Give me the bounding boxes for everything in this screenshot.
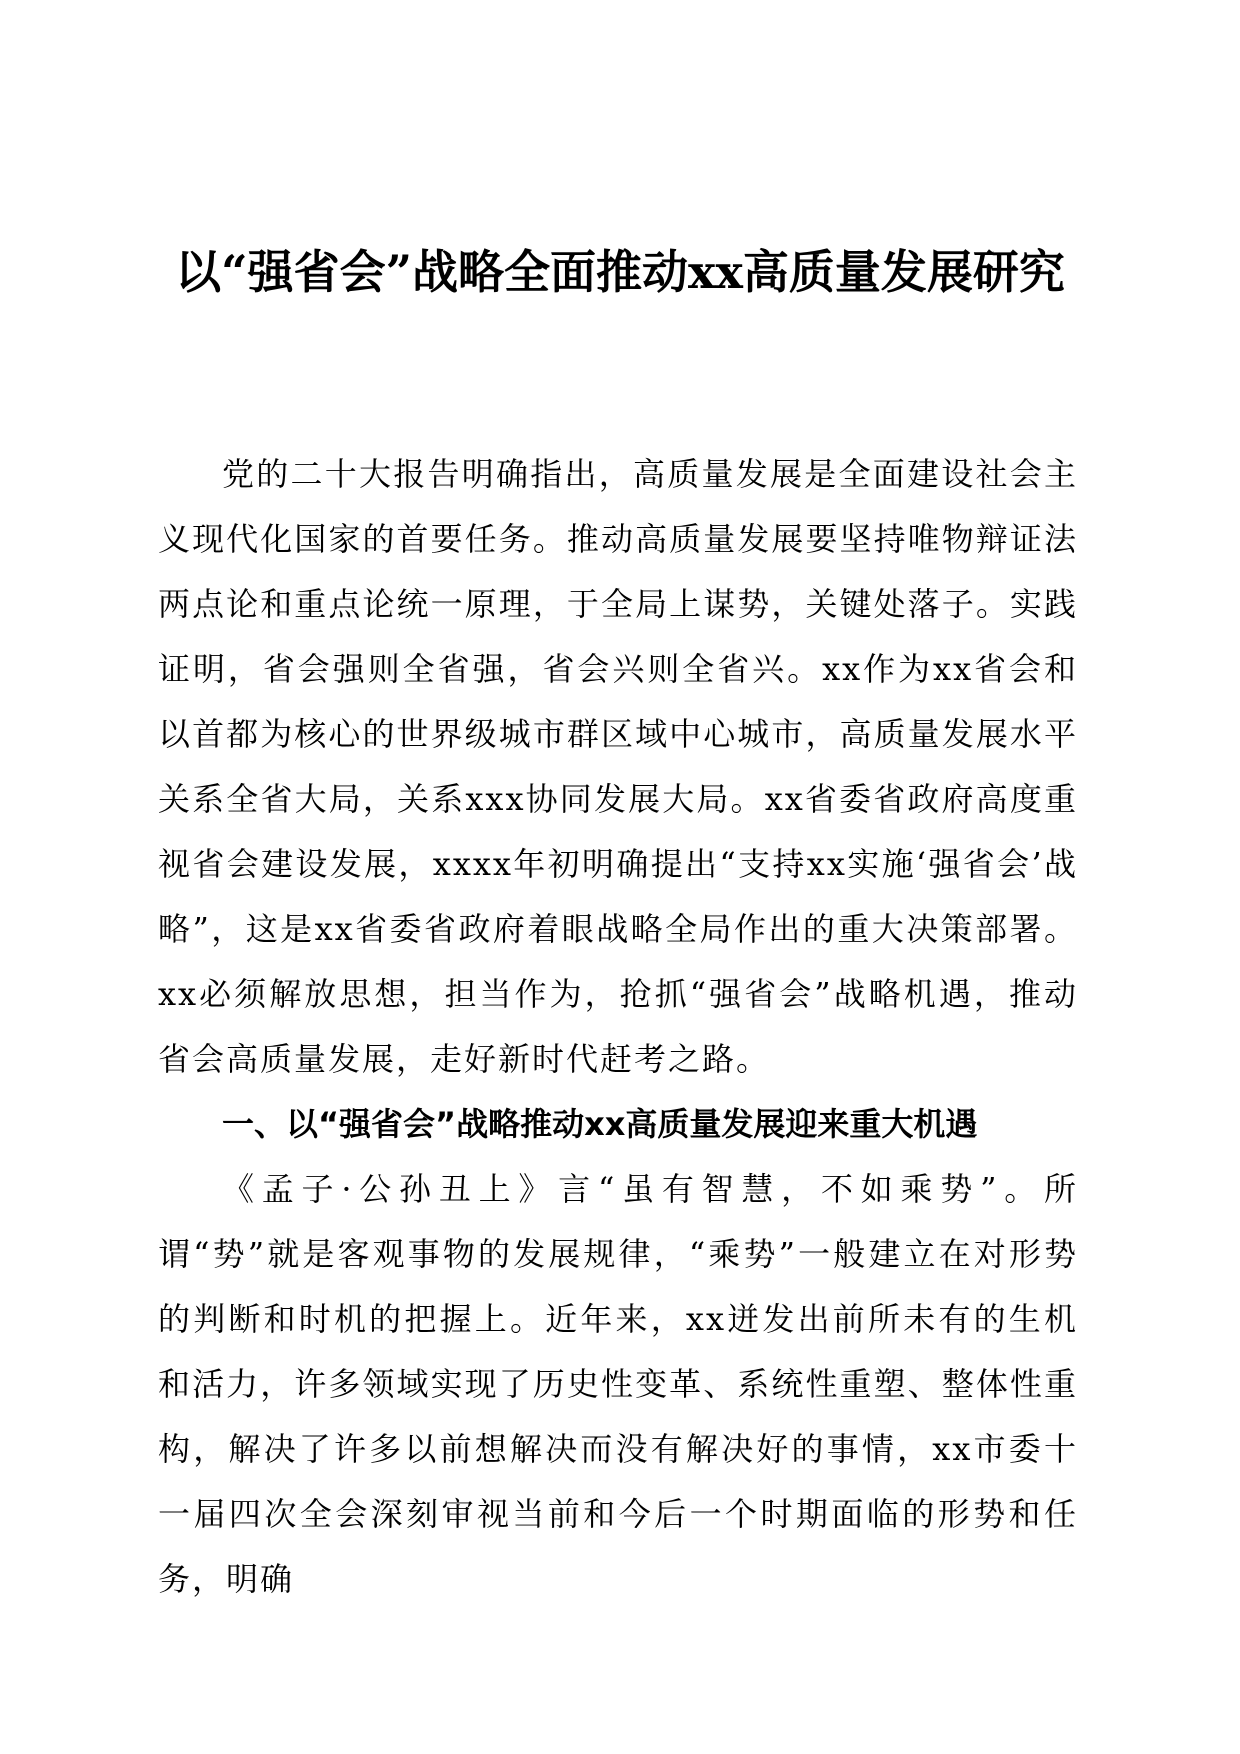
- intro-paragraph: 党的二十大报告明确指出，高质量发展是全面建设社会主义现代化国家的首要任务。推动高质量发展要坚持唯物辩证法两点论和重点论统一原理，于全局上谋势，关键处落子。实践证明，省会强则全省强，省会兴则全省兴。xx作为xx省会和以首都为核心的世界级城市群区域中心城市，高质量发展水平关系全省大局，关系xxx协同发展大局。xx省委省政府高度重视省会建设发展，xxxx年初明确提出“支持xx实施‘强省会’战略”，这是xx省委省政府着眼战略全局作出的重大决策部署。xx必须解放思想，担当作为，抢抓“强省会”战略机遇，推动省会高质量发展，走好新时代赶考之路。: [158, 455, 1078, 1078]
- document-title: 以“强省会”战略全面推动xx高质量发展研究: [175, 245, 1065, 299]
- section-paragraph: 《孟子·公孙丑上》言“虽有智慧，不如乘势”。所谓“势”就是客观事物的发展规律，“乘势”一般建立在对形势的判断和时机的把握上。近年来，xx迸发出前所未有的生机和活力，许多领域实现了历史性变革、系统性重塑、整体性重构，解决了许多以前想解决而没有解决好的事情，xx市委十一届四次全会深刻审视当前和今后一个时期面临的形势和任务，明确: [158, 1170, 1078, 1598]
- section-heading: 一、以“强省会”战略推动xx高质量发展迎来重大机遇: [222, 1105, 978, 1143]
- document-body: [158, 442, 1078, 1612]
